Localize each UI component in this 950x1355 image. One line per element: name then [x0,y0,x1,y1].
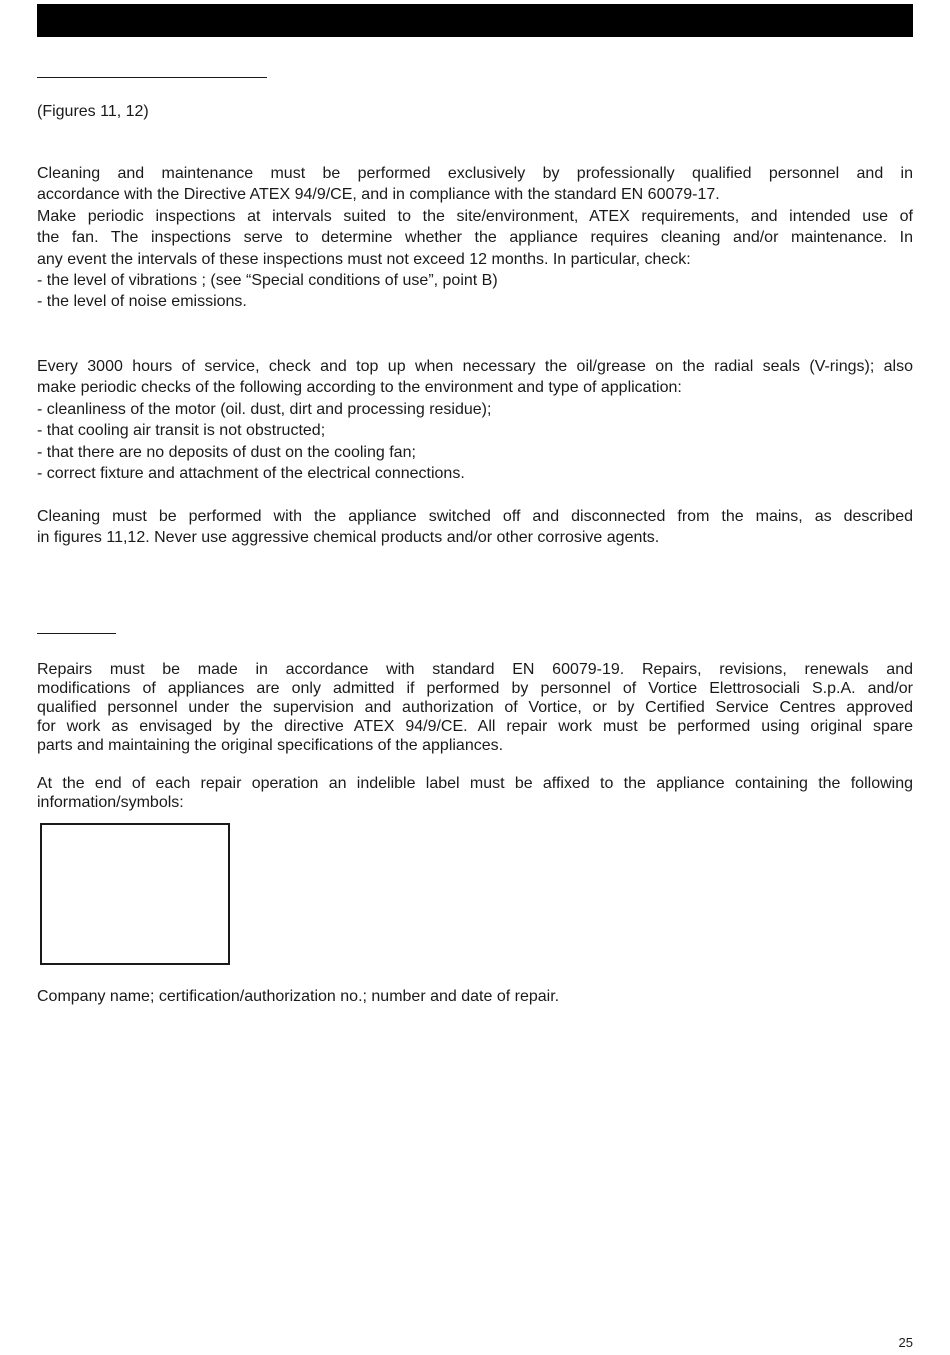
text-line: Every 3000 hours of service, check and top up when necessary the oil/grease on the radial seals (V-rings); also [37,358,913,375]
text-line: Cleaning must be performed with the appliance switched off and disconnected from the mains, as described [37,508,913,525]
list-item: - that cooling air transit is not obstructed; [37,422,326,440]
text-line: in figures 11,12. Never use aggressive chemical products and/or other corrosive agents. [37,529,660,547]
text-line: accordance with the Directive ATEX 94/9/CE, and in compliance with the standard EN 60079-17. [37,186,720,204]
cleaning-paragraph [37,506,913,549]
list-item: - the level of vibrations ; (see “Special conditions of use”, point B) [37,272,498,290]
text-line: for work as envisaged by the directive ATEX 94/9/CE. All repair work must be performed using original spare [37,718,913,735]
company-info-text: Company name; certification/authorization no.; number and date of repair. [37,988,560,1005]
figures-reference: (Figures 11, 12) [37,103,149,120]
section-heading-underline [37,77,267,78]
inspection-paragraph [37,163,913,313]
text-line: Cleaning and maintenance must be performed exclusively by professionally qualified personnel and in [37,165,913,182]
service-paragraph [37,356,913,484]
text-line: At the end of each repair operation an indelible label must be affixed to the appliance containing the following [37,775,913,792]
text-line: any event the intervals of these inspections must not exceed 12 months. In particular, check: [37,250,691,268]
text-line: make periodic checks of the following according to the environment and type of application: [37,379,682,397]
section-header-bar [37,4,913,37]
text-line: Repairs must be made in accordance with standard EN 60079-19. Repairs, revisions, renewals and [37,661,913,678]
list-item: - correct fixture and attachment of the electrical connections. [37,465,465,483]
section-heading-underline [37,633,116,634]
text-line: the fan. The inspections serve to determine whether the appliance requires cleaning and/or maintenance. In [37,229,913,247]
repair-label-box [40,823,230,965]
text-line: Make periodic inspections at intervals suited to the site/environment, ATEX requirements, and intended use of [37,207,913,225]
list-item: - the level of noise emissions. [37,293,247,311]
page-number: 25 [898,1335,913,1350]
text-line: information/symbols: [37,794,184,811]
text-line: qualified personnel under the supervision and authorization of Vortice, or by Certified Service Centres approved [37,699,913,716]
repairs-paragraph [37,660,913,755]
list-item: - that there are no deposits of dust on the cooling fan; [37,443,416,461]
text-line: modifications of appliances are only admitted if performed by personnel of Vortice Elettrosociali S.p.A. and/or [37,680,913,697]
text-line: parts and maintaining the original specifications of the appliances. [37,737,504,754]
list-item: - cleanliness of the motor (oil. dust, dirt and processing residue); [37,400,492,418]
label-info-paragraph [37,774,913,812]
